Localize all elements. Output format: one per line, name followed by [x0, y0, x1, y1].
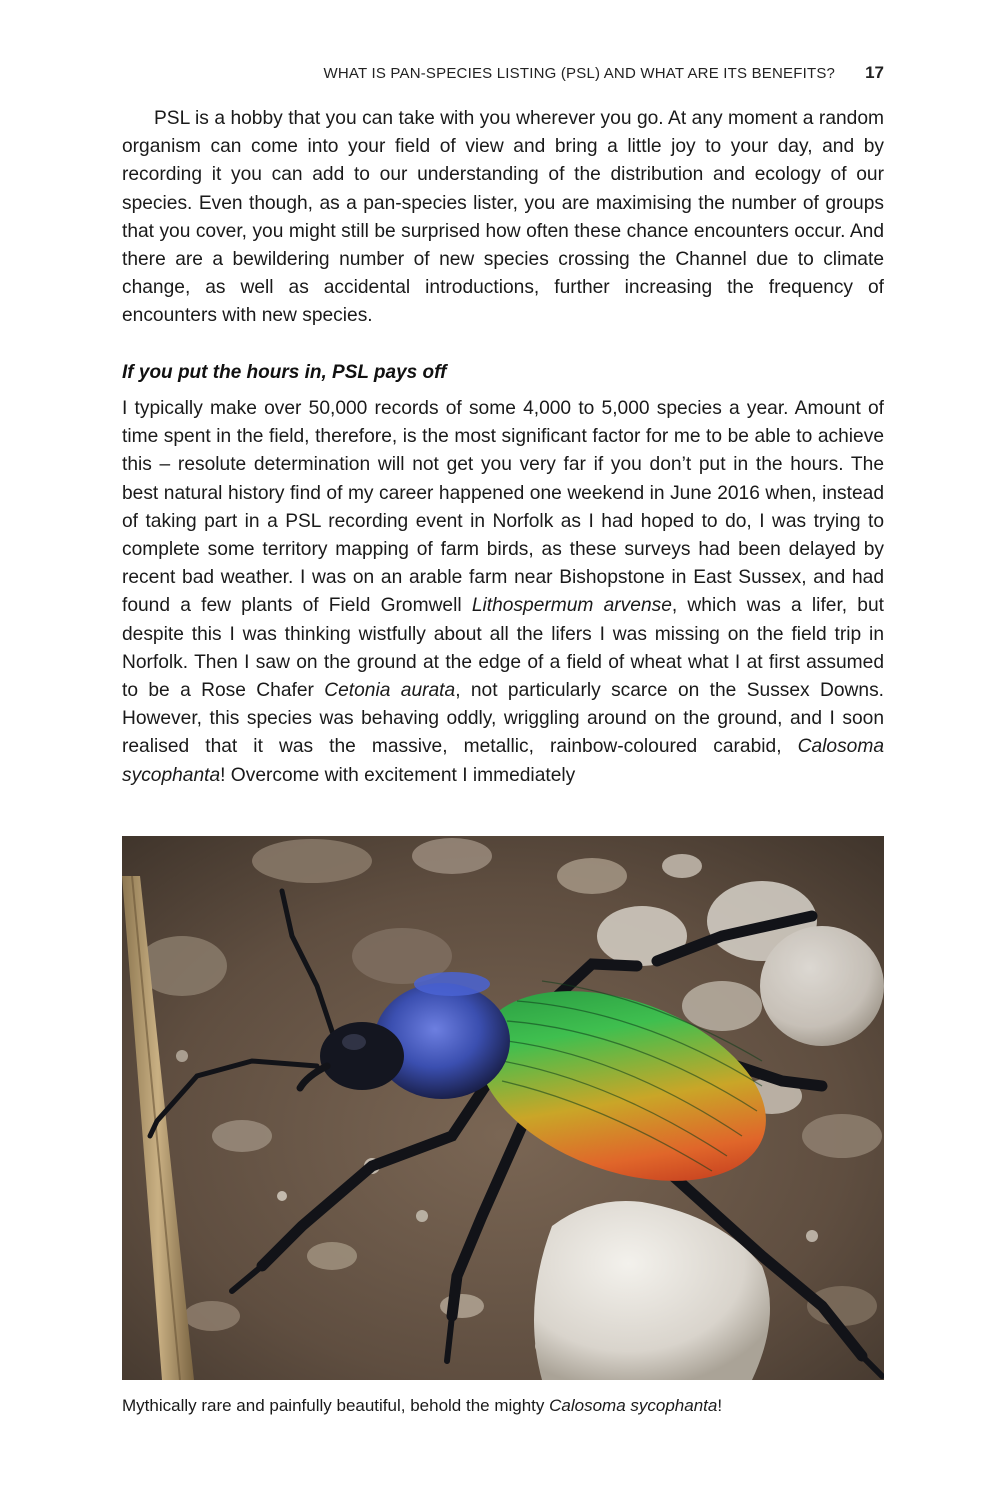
- subheading: If you put the hours in, PSL pays off: [122, 362, 447, 383]
- caption-species-name: Calosoma sycophanta: [549, 1396, 718, 1415]
- species-name-cetonia: Cetonia aurata: [324, 680, 456, 702]
- paragraph-2-part-1: I typically make over 50,000 records of some 4,000 to 5,000 species a year. Amount of time spent in the field, therefore, is the most significant factor for me to be able to achieve this – resolute determination will not get you very far if you don’t put in the hours. The best natural history find of my career happened one weekend in June 2016 when, instead of taking part in a PSL recording event in Norfolk as I had hoped to do, I was trying to complete some territory mapping of farm birds, as these surveys had been delayed by recent bad weather. I was on an arable farm near Bishopstone in East Sussex, and had found a few plants of Field Gromwell: [122, 398, 884, 617]
- photo-caption: [122, 1394, 884, 1418]
- running-title: WHAT IS PAN-SPECIES LISTING (PSL) AND WHAT ARE ITS BENEFITS?: [323, 65, 836, 82]
- beetle-photo-illustration: [122, 836, 884, 1380]
- paragraph-2: [122, 395, 884, 790]
- beetle-head: [320, 1022, 404, 1090]
- paragraph-1: PSL is a hobby that you can take with you wherever you go. At any moment a random organism can come into your field of view and bring a little joy to your day, and by recording it you can add to our understanding of the distribution and ecology of our species. Even though, as a pan-species lister, you are maximising the number of groups that you cover, you might still be surprised how often these chance encounters occur. And there are a bewildering number of new species crossing the Channel due to climate change, as well as accidental introductions, further increasing the frequency of encounters with new species.: [122, 108, 884, 327]
- species-name-calosoma: Calosoma sycophanta: [122, 736, 884, 786]
- beetle-photo: [122, 836, 884, 1380]
- caption-suffix: !: [717, 1396, 723, 1415]
- running-head: [122, 63, 884, 83]
- paragraph-2-part-4: ! Overcome with excitement I immediately: [220, 764, 576, 786]
- page-number: 17: [865, 63, 884, 82]
- species-name-lithospermum: Lithospermum arvense: [471, 595, 672, 617]
- paragraph-2-part-2: , which was a lifer, but despite this I was thinking wistfully about all the lifers I was missing on the field trip in Norfolk. Then I saw on the ground at the edge of a field of wheat what I at first assumed to be a Rose Chafer: [122, 595, 884, 702]
- caption-prefix: Mythically rare and painfully beautiful, behold the mighty: [122, 1396, 550, 1415]
- paragraph-2-part-3: , not particularly scarce on the Sussex Downs. However, this species was behaving oddly, wriggling around on the ground, and I soon realised that it was the massive, metallic, rainbow-coloured carabid,: [122, 680, 884, 758]
